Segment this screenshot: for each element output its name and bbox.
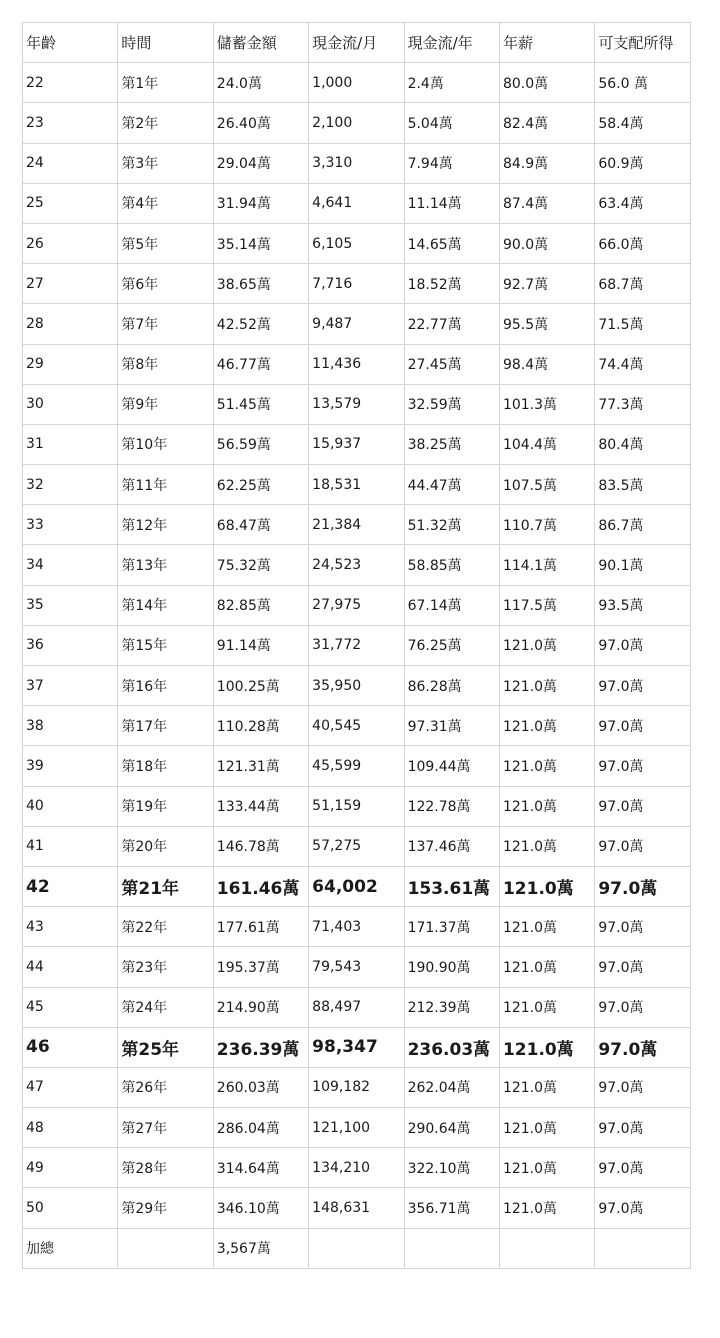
cashflow-year-cell: 22.77萬 [404,304,499,344]
savings-cell: 214.90萬 [213,987,308,1027]
age-cell: 45 [23,987,118,1027]
disposable-income-cell: 97.0萬 [595,666,690,706]
age-cell: 27 [23,264,118,304]
cashflow-year-cell: 38.25萬 [404,424,499,464]
savings-cell: 31.94萬 [213,183,308,223]
age-cell: 32 [23,465,118,505]
cashflow-year-cell: 190.90萬 [404,947,499,987]
cashflow-month-cell: 109,182 [309,1067,404,1107]
savings-cell: 195.37萬 [213,947,308,987]
cashflow-year-cell: 14.65萬 [404,223,499,263]
period-cell: 第6年 [118,264,213,304]
salary-cell: 121.0萬 [499,706,594,746]
cashflow-year-cell: 67.14萬 [404,585,499,625]
cashflow-year-cell: 32.59萬 [404,384,499,424]
header-period: 時間 [118,23,213,63]
header-cashflow-month: 現金流/月 [309,23,404,63]
savings-cell: 24.0萬 [213,63,308,103]
period-cell: 第29年 [118,1188,213,1228]
period-cell: 第15年 [118,625,213,665]
table-row [23,907,691,947]
savings-cell: 68.47萬 [213,505,308,545]
disposable-income-cell: 97.0萬 [595,1108,690,1148]
salary-cell: 121.0萬 [499,786,594,826]
disposable-income-cell: 66.0萬 [595,223,690,263]
period-cell: 第4年 [118,183,213,223]
salary-cell: 82.4萬 [499,103,594,143]
cashflow-month-cell: 51,159 [309,786,404,826]
age-cell: 38 [23,706,118,746]
salary-cell: 92.7萬 [499,264,594,304]
table-row [23,1148,691,1188]
period-cell: 第9年 [118,384,213,424]
period-cell: 第3年 [118,143,213,183]
savings-cell: 82.85萬 [213,585,308,625]
salary-cell: 87.4萬 [499,183,594,223]
cashflow-month-cell: 35,950 [309,666,404,706]
cashflow-month-cell: 40,545 [309,706,404,746]
age-cell: 30 [23,384,118,424]
table-row [23,264,691,304]
period-cell: 第17年 [118,706,213,746]
table-row [23,746,691,786]
cashflow-year-cell: 2.4萬 [404,63,499,103]
salary-cell: 121.0萬 [499,907,594,947]
savings-cell: 177.61萬 [213,907,308,947]
cashflow-month-cell: 3,310 [309,143,404,183]
savings-cell: 35.14萬 [213,223,308,263]
savings-cell: 3,567萬 [213,1228,308,1268]
disposable-income-cell: 63.4萬 [595,183,690,223]
period-cell: 第22年 [118,907,213,947]
table-head [23,23,691,63]
cashflow-year-cell: 262.04萬 [404,1067,499,1107]
disposable-income-cell: 80.4萬 [595,424,690,464]
age-cell: 42 [23,866,118,906]
savings-cell: 346.10萬 [213,1188,308,1228]
period-cell: 第21年 [118,866,213,906]
disposable-income-cell: 93.5萬 [595,585,690,625]
age-cell: 49 [23,1148,118,1188]
age-cell: 50 [23,1188,118,1228]
disposable-income-cell: 58.4萬 [595,103,690,143]
period-cell: 第19年 [118,786,213,826]
disposable-income-cell: 97.0萬 [595,706,690,746]
period-cell [118,1228,213,1268]
table-row [23,424,691,464]
age-cell: 47 [23,1067,118,1107]
savings-cell: 62.25萬 [213,465,308,505]
salary-cell: 98.4萬 [499,344,594,384]
cashflow-year-cell [404,1228,499,1268]
disposable-income-cell: 90.1萬 [595,545,690,585]
cashflow-month-cell: 121,100 [309,1108,404,1148]
period-cell: 第11年 [118,465,213,505]
age-cell: 44 [23,947,118,987]
savings-cell: 146.78萬 [213,826,308,866]
age-cell: 24 [23,143,118,183]
disposable-income-cell: 74.4萬 [595,344,690,384]
age-cell: 37 [23,666,118,706]
age-cell: 26 [23,223,118,263]
disposable-income-cell: 97.0萬 [595,786,690,826]
cashflow-month-cell: 21,384 [309,505,404,545]
savings-cell: 75.32萬 [213,545,308,585]
cashflow-year-cell: 11.14萬 [404,183,499,223]
age-cell: 22 [23,63,118,103]
salary-cell: 121.0萬 [499,826,594,866]
cashflow-year-cell: 153.61萬 [404,866,499,906]
header-disposable-income: 可支配所得 [595,23,690,63]
total-row [23,1228,691,1268]
table-row [23,786,691,826]
header-age: 年齡 [23,23,118,63]
table-row [23,947,691,987]
age-cell: 29 [23,344,118,384]
period-cell: 第23年 [118,947,213,987]
period-cell: 第28年 [118,1148,213,1188]
period-cell: 第1年 [118,63,213,103]
header-salary: 年薪 [499,23,594,63]
cashflow-month-cell: 7,716 [309,264,404,304]
salary-cell: 121.0萬 [499,987,594,1027]
cashflow-month-cell: 18,531 [309,465,404,505]
savings-cell: 38.65萬 [213,264,308,304]
period-cell: 第14年 [118,585,213,625]
period-cell: 第18年 [118,746,213,786]
disposable-income-cell: 83.5萬 [595,465,690,505]
disposable-income-cell: 60.9萬 [595,143,690,183]
cashflow-month-cell: 24,523 [309,545,404,585]
period-cell: 第24年 [118,987,213,1027]
cashflow-year-cell: 137.46萬 [404,826,499,866]
table-row [23,183,691,223]
age-cell: 31 [23,424,118,464]
cashflow-year-cell: 212.39萬 [404,987,499,1027]
period-cell: 第12年 [118,505,213,545]
table-row [23,304,691,344]
table-row [23,465,691,505]
cashflow-year-cell: 27.45萬 [404,344,499,384]
savings-cell: 121.31萬 [213,746,308,786]
age-cell: 46 [23,1027,118,1067]
salary-cell: 121.0萬 [499,666,594,706]
age-cell: 36 [23,625,118,665]
table-row [23,666,691,706]
savings-cell: 314.64萬 [213,1148,308,1188]
cashflow-month-cell: 11,436 [309,344,404,384]
period-cell: 第8年 [118,344,213,384]
cashflow-year-cell: 7.94萬 [404,143,499,183]
period-cell: 第20年 [118,826,213,866]
cashflow-month-cell [309,1228,404,1268]
cashflow-month-cell: 45,599 [309,746,404,786]
table-row [23,1108,691,1148]
savings-cell: 29.04萬 [213,143,308,183]
cashflow-month-cell: 148,631 [309,1188,404,1228]
age-cell: 34 [23,545,118,585]
savings-cell: 46.77萬 [213,344,308,384]
age-cell: 48 [23,1108,118,1148]
period-cell: 第26年 [118,1067,213,1107]
savings-cell: 91.14萬 [213,625,308,665]
cashflow-month-cell: 64,002 [309,866,404,906]
cashflow-month-cell: 71,403 [309,907,404,947]
age-cell: 40 [23,786,118,826]
disposable-income-cell: 97.0萬 [595,907,690,947]
salary-cell: 110.7萬 [499,505,594,545]
cashflow-month-cell: 88,497 [309,987,404,1027]
salary-cell: 121.0萬 [499,1067,594,1107]
cashflow-year-cell: 51.32萬 [404,505,499,545]
salary-cell: 84.9萬 [499,143,594,183]
salary-cell: 121.0萬 [499,1108,594,1148]
cashflow-month-cell: 4,641 [309,183,404,223]
savings-cell: 286.04萬 [213,1108,308,1148]
salary-cell: 117.5萬 [499,585,594,625]
savings-cell: 42.52萬 [213,304,308,344]
age-cell: 加總 [23,1228,118,1268]
disposable-income-cell: 77.3萬 [595,384,690,424]
salary-cell: 95.5萬 [499,304,594,344]
disposable-income-cell: 97.0萬 [595,866,690,906]
cashflow-month-cell: 98,347 [309,1027,404,1067]
cashflow-year-cell: 236.03萬 [404,1027,499,1067]
salary-cell: 121.0萬 [499,947,594,987]
cashflow-year-cell: 109.44萬 [404,746,499,786]
table-row [23,866,691,906]
savings-cell: 100.25萬 [213,666,308,706]
age-cell: 39 [23,746,118,786]
period-cell: 第2年 [118,103,213,143]
cashflow-year-cell: 122.78萬 [404,786,499,826]
table-row [23,1027,691,1067]
table-body [23,63,691,1269]
age-cell: 35 [23,585,118,625]
savings-cell: 56.59萬 [213,424,308,464]
cashflow-year-cell: 97.31萬 [404,706,499,746]
savings-cell: 236.39萬 [213,1027,308,1067]
age-cell: 43 [23,907,118,947]
cashflow-month-cell: 79,543 [309,947,404,987]
age-cell: 33 [23,505,118,545]
cashflow-month-cell: 27,975 [309,585,404,625]
salary-cell: 121.0萬 [499,866,594,906]
period-cell: 第13年 [118,545,213,585]
savings-cell: 161.46萬 [213,866,308,906]
table-row [23,545,691,585]
disposable-income-cell: 68.7萬 [595,264,690,304]
salary-cell: 121.0萬 [499,625,594,665]
cashflow-month-cell: 15,937 [309,424,404,464]
savings-cell: 260.03萬 [213,1067,308,1107]
salary-cell: 121.0萬 [499,1148,594,1188]
salary-cell [499,1228,594,1268]
cashflow-month-cell: 9,487 [309,304,404,344]
age-cell: 23 [23,103,118,143]
table-row [23,826,691,866]
cashflow-month-cell: 6,105 [309,223,404,263]
table-row [23,585,691,625]
salary-cell: 114.1萬 [499,545,594,585]
table-row [23,384,691,424]
header-row [23,23,691,63]
period-cell: 第16年 [118,666,213,706]
cashflow-year-cell: 322.10萬 [404,1148,499,1188]
table-row [23,103,691,143]
cashflow-month-cell: 57,275 [309,826,404,866]
age-cell: 41 [23,826,118,866]
header-savings: 儲蓄金額 [213,23,308,63]
savings-cell: 133.44萬 [213,786,308,826]
table-row [23,63,691,103]
cashflow-year-cell: 76.25萬 [404,625,499,665]
table-row [23,625,691,665]
salary-cell: 121.0萬 [499,1027,594,1067]
cashflow-month-cell: 13,579 [309,384,404,424]
disposable-income-cell: 97.0萬 [595,1148,690,1188]
table-row [23,143,691,183]
table-row [23,706,691,746]
cashflow-year-cell: 290.64萬 [404,1108,499,1148]
period-cell: 第7年 [118,304,213,344]
salary-cell: 80.0萬 [499,63,594,103]
salary-cell: 107.5萬 [499,465,594,505]
cashflow-year-cell: 58.85萬 [404,545,499,585]
salary-cell: 90.0萬 [499,223,594,263]
period-cell: 第10年 [118,424,213,464]
period-cell: 第25年 [118,1027,213,1067]
disposable-income-cell: 97.0萬 [595,1188,690,1228]
disposable-income-cell: 97.0萬 [595,1027,690,1067]
cashflow-month-cell: 31,772 [309,625,404,665]
header-cashflow-year: 現金流/年 [404,23,499,63]
salary-cell: 121.0萬 [499,746,594,786]
disposable-income-cell: 97.0萬 [595,947,690,987]
period-cell: 第27年 [118,1108,213,1148]
salary-cell: 104.4萬 [499,424,594,464]
cashflow-year-cell: 5.04萬 [404,103,499,143]
cashflow-year-cell: 356.71萬 [404,1188,499,1228]
disposable-income-cell: 97.0萬 [595,826,690,866]
cashflow-month-cell: 134,210 [309,1148,404,1188]
table-row [23,1188,691,1228]
disposable-income-cell: 71.5萬 [595,304,690,344]
savings-cell: 26.40萬 [213,103,308,143]
cashflow-year-cell: 171.37萬 [404,907,499,947]
cashflow-year-cell: 86.28萬 [404,666,499,706]
table-row [23,223,691,263]
period-cell: 第5年 [118,223,213,263]
disposable-income-cell [595,1228,690,1268]
table-row [23,344,691,384]
disposable-income-cell: 86.7萬 [595,505,690,545]
savings-cell: 110.28萬 [213,706,308,746]
cashflow-year-cell: 18.52萬 [404,264,499,304]
table-row [23,987,691,1027]
table-row [23,505,691,545]
cashflow-month-cell: 1,000 [309,63,404,103]
table-row [23,1067,691,1107]
disposable-income-cell: 97.0萬 [595,625,690,665]
salary-cell: 101.3萬 [499,384,594,424]
cashflow-month-cell: 2,100 [309,103,404,143]
savings-cell: 51.45萬 [213,384,308,424]
cashflow-year-cell: 44.47萬 [404,465,499,505]
disposable-income-cell: 97.0萬 [595,987,690,1027]
savings-table [22,22,691,1269]
age-cell: 25 [23,183,118,223]
disposable-income-cell: 97.0萬 [595,746,690,786]
disposable-income-cell: 56.0 萬 [595,63,690,103]
salary-cell: 121.0萬 [499,1188,594,1228]
age-cell: 28 [23,304,118,344]
disposable-income-cell: 97.0萬 [595,1067,690,1107]
